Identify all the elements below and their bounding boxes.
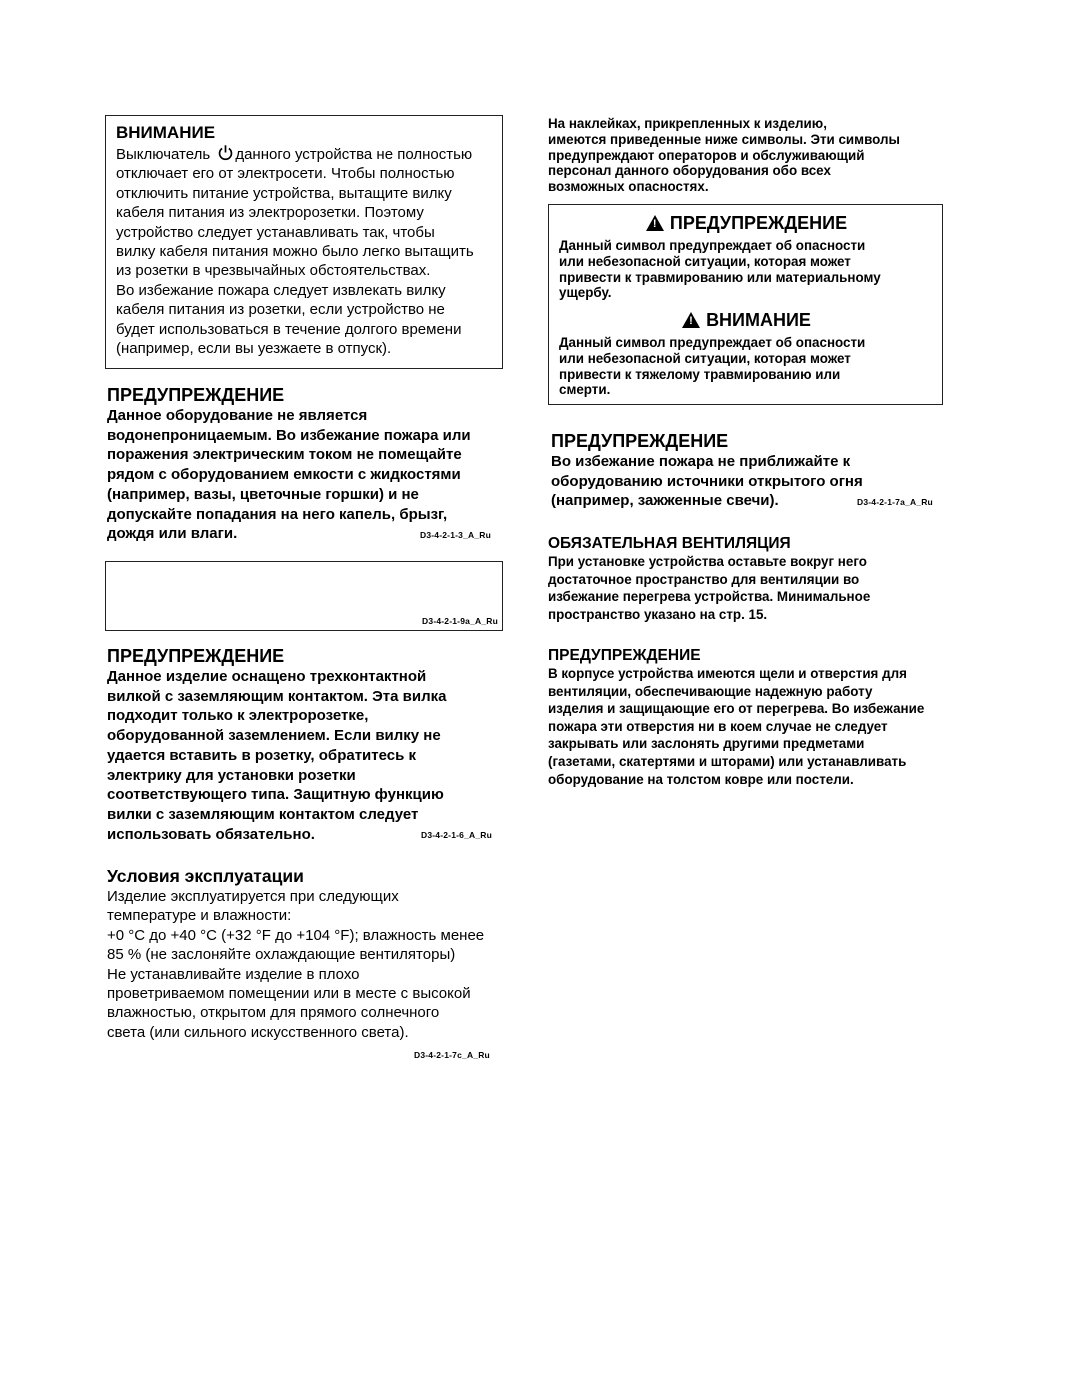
warning-slots-line: изделия и защищающие его от перегрева. Во избежание bbox=[548, 701, 925, 717]
ventilation-line: избежание перегрева устройства. Минимальное bbox=[548, 589, 871, 605]
warning-plug-code: D3-4-2-1-6_A_Ru bbox=[421, 830, 493, 840]
warning-plug-line: электрику для установки розетки bbox=[107, 766, 356, 784]
warning-plug-title: ПРЕДУПРЕЖДЕНИЕ bbox=[107, 646, 285, 666]
empty-box bbox=[105, 561, 503, 631]
ventilation-title: ОБЯЗАТЕЛЬНАЯ ВЕНТИЛЯЦИЯ bbox=[548, 535, 791, 552]
symbol-caution-heading bbox=[549, 309, 944, 331]
warning-fire-line: Во избежание пожара не приближайте к bbox=[551, 453, 851, 470]
conditions-title: Условия эксплуатации bbox=[107, 866, 304, 886]
intro-line: возможных опасностях. bbox=[548, 179, 709, 195]
ventilation-section bbox=[548, 534, 968, 623]
warning-plug-line: подходит только к электророзетке, bbox=[107, 707, 369, 725]
warning-slots-line: (газетами, скатертями и шторами) или устанавливать bbox=[548, 753, 907, 769]
conditions-line: проветриваемом помещении или в месте с высокой bbox=[107, 985, 471, 1003]
warning-water-line: дождя или влаги. bbox=[107, 525, 238, 543]
symbol-caution-line: или небезопасной ситуации, которая может bbox=[559, 350, 851, 366]
caution-triangle-icon bbox=[682, 312, 700, 328]
warning-triangle-icon bbox=[646, 215, 664, 231]
symbol-warning-line: или небезопасной ситуации, которая может bbox=[559, 253, 851, 269]
caution-line-text: Выключатель bbox=[116, 146, 211, 163]
caution-title: ВНИМАНИЕ bbox=[116, 123, 216, 142]
warning-plug-line: вилки с заземляющим контактом следует bbox=[107, 805, 419, 823]
caution-line: кабеля питания из розетки, если устройство не bbox=[116, 301, 445, 319]
warning-plug-line: использовать обязательно. bbox=[107, 825, 315, 843]
symbol-warning-title: ПРЕДУПРЕЖДЕНИЕ bbox=[669, 213, 848, 233]
conditions-line: +0 °C до +40 °C (+32 °F до +104 °F); влажность менее bbox=[107, 926, 485, 944]
symbol-warning-line: ущербу. bbox=[559, 285, 612, 301]
warning-fire-code: D3-4-2-1-7a_A_Ru bbox=[857, 497, 933, 507]
warning-plug-line: вилкой с заземляющим контактом. Эта вилка bbox=[107, 687, 447, 705]
warning-plug-line: Данное изделие оснащено трехконтактной bbox=[107, 668, 427, 685]
warning-plug-line: удается вставить в розетку, обратитесь к bbox=[107, 746, 416, 764]
warning-water-line: поражения электрическим током не помещайте bbox=[107, 446, 462, 464]
symbols-box bbox=[548, 204, 943, 405]
symbol-warning-line: Данный символ предупреждает об опасности bbox=[559, 238, 866, 253]
symbol-warning-heading bbox=[549, 212, 944, 234]
conditions-code: D3-4-2-1-7c_A_Ru bbox=[414, 1050, 490, 1060]
warning-plug-line: соответствующего типа. Защитную функцию bbox=[107, 786, 444, 804]
warning-slots-title: ПРЕДУПРЕЖДЕНИЕ bbox=[548, 647, 701, 664]
warning-slots-line: оборудование на толстом ковре или постели. bbox=[548, 771, 854, 787]
warning-plug-section bbox=[107, 646, 507, 844]
warning-plug-line: оборудованной заземлением. Если вилку не bbox=[107, 727, 441, 745]
warning-water-line: (например, вазы, цветочные горшки) и не bbox=[107, 485, 419, 503]
symbol-caution-line: смерти. bbox=[559, 382, 611, 398]
warning-slots-line: закрывать или заслонять другими предметами bbox=[548, 736, 865, 752]
intro-line: персонал данного оборудования обо всех bbox=[548, 163, 831, 179]
conditions-line: температуре и влажности: bbox=[107, 907, 292, 925]
warning-fire-line: оборудованию источники открытого огня bbox=[551, 472, 863, 490]
caution-line: (например, если вы уезжаете в отпуск). bbox=[116, 340, 392, 358]
caution-line: вилку кабеля питания можно было легко вытащить bbox=[116, 243, 474, 261]
ventilation-line: При установке устройства оставьте вокруг него bbox=[548, 554, 867, 569]
caution-line: будет использоваться в течение долгого времени bbox=[116, 320, 462, 338]
caution-line-text: данного устройства не полностью bbox=[235, 146, 473, 163]
symbol-caution-line: привести к тяжелому травмированию или bbox=[559, 366, 841, 382]
caution-box bbox=[105, 115, 503, 369]
caution-line: отключить питание устройства, вытащите вилку bbox=[116, 184, 452, 202]
ventilation-line: пространство указано на стр. 15. bbox=[548, 606, 768, 622]
caution-line: Во избежание пожара следует извлекать вилку bbox=[116, 281, 446, 299]
warning-fire-title: ПРЕДУПРЕЖДЕНИЕ bbox=[551, 431, 729, 451]
caution-line: отключает его от электросети. Чтобы полностью bbox=[116, 165, 455, 183]
caution-line: из розетки в чрезвычайных обстоятельствах. bbox=[116, 262, 431, 280]
warning-water-title: ПРЕДУПРЕЖДЕНИЕ bbox=[107, 385, 285, 405]
warning-water-line: водонепроницаемым. Во избежание пожара или bbox=[107, 426, 471, 444]
conditions-line: света (или сильного искусственного света). bbox=[107, 1023, 409, 1041]
empty-box-code: D3-4-2-1-9a_A_Ru bbox=[422, 616, 498, 626]
warning-slots-line: пожара эти отверстия ни в коем случае не следует bbox=[548, 718, 888, 734]
warning-water-line: Данное оборудование не является bbox=[107, 407, 368, 424]
symbol-caution-line: Данный символ предупреждает об опасности bbox=[559, 335, 866, 350]
symbol-warning-line: привести к травмированию или материальному bbox=[559, 269, 881, 285]
caution-line: устройство следует устанавливать так, чтобы bbox=[116, 223, 435, 241]
conditions-line: Изделие эксплуатируется при следующих bbox=[107, 888, 399, 905]
power-icon bbox=[217, 144, 234, 161]
conditions-section bbox=[107, 866, 527, 1042]
intro-line: имеются приведенные ниже символы. Эти символы bbox=[548, 131, 900, 147]
warning-water-section bbox=[107, 385, 507, 544]
warning-slots-line: В корпусе устройства имеются щели и отверстия для bbox=[548, 666, 907, 681]
conditions-line: влажностью, открытом для прямого солнечного bbox=[107, 1004, 440, 1022]
warning-slots-section bbox=[548, 646, 973, 788]
intro-line: предупреждают операторов и обслуживающий bbox=[548, 147, 865, 163]
warning-water-code: D3-4-2-1-3_A_Ru bbox=[420, 530, 492, 540]
warning-fire-line: (например, зажженные свечи). bbox=[551, 492, 779, 510]
warning-slots-line: вентиляции, обеспечивающие надежную работу bbox=[548, 683, 873, 699]
ventilation-line: достаточное пространство для вентиляции во bbox=[548, 571, 860, 587]
caution-line: кабеля питания из электророзетки. Поэтому bbox=[116, 204, 424, 222]
symbol-caution-title: ВНИМАНИЕ bbox=[706, 310, 811, 330]
intro-line: На наклейках, прикрепленных к изделию, bbox=[548, 116, 827, 131]
warning-water-line: рядом с оборудованием емкости с жидкостями bbox=[107, 466, 461, 484]
caution-line bbox=[116, 144, 501, 164]
conditions-line: Не устанавливайте изделие в плохо bbox=[107, 965, 360, 983]
warning-water-line: допускайте попадания на него капель, брызг, bbox=[107, 505, 448, 523]
symbols-intro bbox=[548, 116, 968, 195]
conditions-line: 85 % (не заслоняйте охлаждающие вентиляторы) bbox=[107, 946, 456, 964]
